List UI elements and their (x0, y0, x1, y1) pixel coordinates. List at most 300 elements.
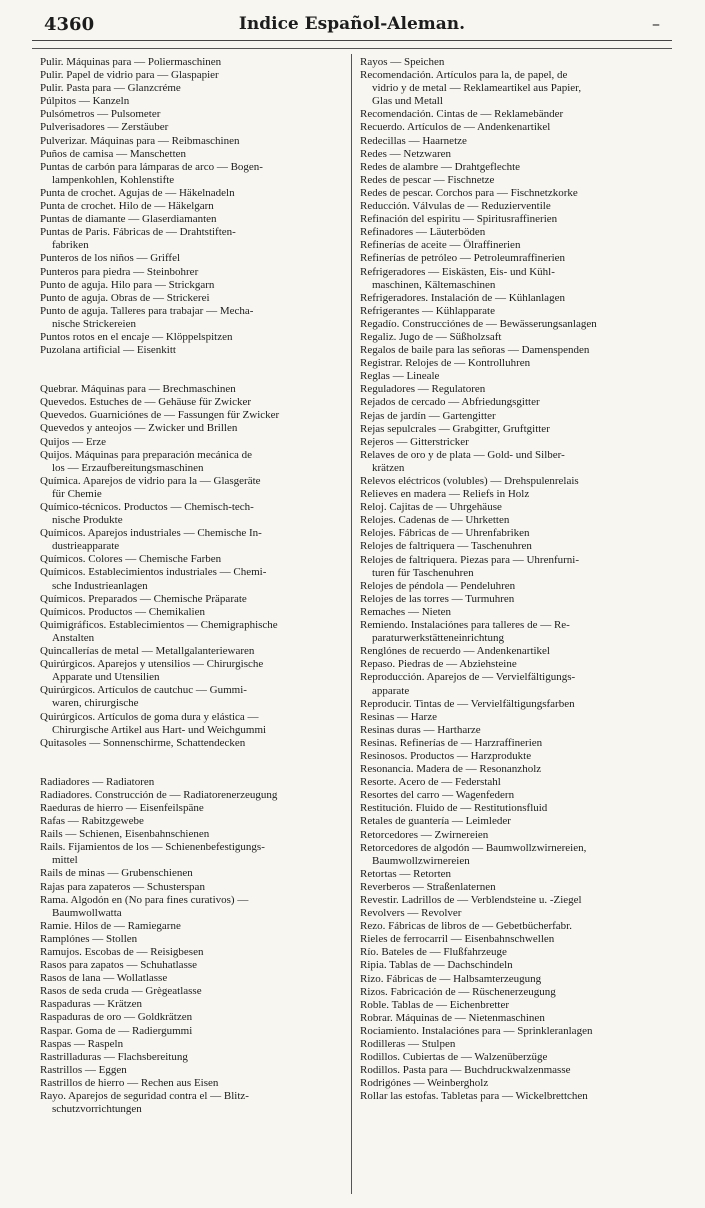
index-entry (360, 514, 666, 527)
index-entry (360, 724, 666, 737)
entry-text: Raspaduras de oro — Goldkrätzen (40, 1011, 193, 1024)
index-entry (360, 200, 666, 213)
entry-continuation: Baumwollwatta (52, 906, 122, 919)
entry-text: Reverberos — Straßenlaternen (360, 880, 496, 893)
index-entry (360, 410, 666, 423)
index-entry (360, 475, 666, 488)
index-entry (360, 986, 666, 999)
index-entry (360, 737, 666, 750)
page-number: 4360 (44, 14, 95, 35)
index-entry (40, 252, 344, 265)
entry-continuation: turen für Taschenuhren (372, 566, 474, 579)
index-entry (360, 396, 666, 409)
entry-text: Recomendación. Artículos para la, de papel, de (360, 69, 568, 82)
index-entry (40, 1064, 344, 1077)
entry-text: Rezo. Fábricas de libros de — Gebetbücherfabr. (360, 920, 572, 933)
entry-continuation: mittel (52, 854, 78, 867)
entry-text: Relojes. Cadenas de — Uhrketten (360, 514, 510, 527)
index-entry (360, 933, 666, 946)
index-entry (40, 161, 344, 187)
index-entry (40, 69, 344, 82)
entry-text: Pulir. Papel de vidrio para — Glaspapier (40, 69, 219, 82)
index-entry (360, 318, 666, 331)
entry-text: Raspar. Goma de — Radiergummi (40, 1024, 193, 1037)
entry-text: Rejas sepulcrales — Grabgitter, Gruftgitter (360, 422, 550, 435)
entry-continuation: apparate (372, 684, 410, 697)
entry-text: Puntos rotos en el encaje — Klöppelspitzen (40, 330, 233, 343)
index-entry (360, 292, 666, 305)
entry-text: Punteros para piedra — Steinbohrer (40, 265, 199, 278)
index-entry (40, 396, 344, 409)
entry-text: Rayo. Aparejos de seguridad contra el — Blitz- (40, 1090, 249, 1103)
entry-text: Regalos de baile para las señoras — Damenspenden (360, 344, 590, 357)
index-entry (360, 946, 666, 959)
entry-text: Puntas de carbón para lámparas de arco — Bogen- (40, 160, 263, 173)
index-entry (40, 305, 344, 331)
index-entry (360, 645, 666, 658)
index-entry (40, 422, 344, 435)
index-entry (40, 985, 344, 998)
entry-text: Rasos para zapatos — Schuhatlasse (40, 959, 198, 972)
index-entry (360, 213, 666, 226)
index-entry (40, 226, 344, 252)
entry-text: Ripia. Tablas de — Dachschindeln (360, 959, 513, 972)
index-entry (360, 802, 666, 815)
index-entry (360, 1064, 666, 1077)
index-entry (360, 658, 666, 671)
index-entry (360, 973, 666, 986)
entry-text: Relojes de faltriquera — Taschenuhren (360, 540, 532, 553)
entry-text: Quirúrgicos. Aparejos y utensilios — Chirurgische (40, 658, 264, 671)
entry-text: Refinerías de petróleo — Petroleumraffinerien (360, 252, 566, 265)
entry-text: Quevedos. Estuches de — Gehäuse für Zwicker (40, 396, 252, 409)
index-entry (40, 737, 344, 750)
index-entry (40, 684, 344, 710)
index-entry (360, 226, 666, 239)
index-entry (360, 868, 666, 881)
entry-continuation: für Chemie (52, 487, 102, 500)
entry-text: Resonancia. Madera de — Resonanzholz (360, 763, 542, 776)
entry-text: Químico-técnicos. Productos — Chemisch-tech- (40, 501, 254, 513)
entry-text: Retales de guantería — Leimleder (360, 815, 511, 828)
entry-text: Rastrilladuras — Flachsbereitung (40, 1050, 188, 1063)
index-entry (40, 998, 344, 1011)
entry-text: Recomendación. Cintas de — Reklamebänder (360, 108, 564, 121)
entry-text: Refrigerantes — Kühlapparate (360, 304, 495, 317)
entry-text: Roble. Tablas de — Eichenbretter (360, 998, 510, 1011)
entry-text: Rails — Schienen, Eisenbahnschienen (40, 828, 210, 841)
entry-text: Rejeros — Gitterstricker (360, 435, 469, 448)
index-entry (360, 750, 666, 763)
entry-text: Redes de pescar. Corchos para — Fischnetzkorke (360, 186, 578, 199)
section-gap (40, 750, 344, 776)
index-entry (360, 829, 666, 842)
entry-text: Punto de aguja. Obras de — Strickerei (40, 291, 210, 304)
entry-text: Resinas — Harze (360, 710, 437, 723)
index-entry (360, 252, 666, 265)
entry-text: Refrigeradores. Instalación de — Kühlanlagen (360, 291, 565, 304)
entry-text: Rizos. Fabricación de — Rüschenerzeugung (360, 985, 556, 998)
index-entry (360, 174, 666, 187)
index-entry (360, 56, 666, 69)
entry-text: Punta de crochet. Hilo de — Häkelgarn (40, 200, 214, 213)
index-entry (40, 1038, 344, 1051)
index-entry (360, 423, 666, 436)
entry-continuation: waren, chirurgische (52, 697, 139, 710)
entry-text: Rasos de lana — Wollatlasse (40, 972, 168, 985)
entry-text: Rajas para zapateros — Schusterspan (40, 880, 205, 893)
entry-text: Glas und Metall (372, 95, 443, 108)
entry-text: Raspas — Raspeln (40, 1037, 124, 1050)
entry-text: Punta de crochet. Agujas de — Häkelnadeln (40, 186, 235, 199)
entry-text: Rastrillos — Eggen (40, 1063, 127, 1076)
index-entry (360, 135, 666, 148)
entry-text: Recuerdo. Artículos de — Andenkenartikel (360, 121, 551, 134)
entry-text: Renglónes de recuerdo — Andenkenartikel (360, 645, 550, 658)
entry-text: Química. Aparejos de vidrio para la — Glasgeräte (40, 474, 261, 487)
index-entry (40, 593, 344, 606)
index-entry (40, 56, 344, 69)
index-entry (360, 488, 666, 501)
entry-text: Restitución. Fluido de — Restitutionsfluid (360, 802, 548, 815)
entry-text: Retorcedores — Zwirnereien (360, 828, 489, 841)
entry-text: Reproducción. Aparejos de — Vervielfältigungs- (360, 671, 576, 684)
index-entry (40, 881, 344, 894)
entry-text: Punteros de los niños — Griffel (40, 252, 181, 265)
index-entry (360, 239, 666, 252)
index-entry (360, 1077, 666, 1090)
index-entry (40, 920, 344, 933)
index-entry (360, 161, 666, 174)
index-entry (40, 658, 344, 684)
index-entry (40, 527, 344, 553)
entry-text: Redes — Netzwaren (360, 147, 452, 160)
index-entry (40, 959, 344, 972)
index-entry (40, 566, 344, 592)
index-entry (40, 344, 344, 357)
entry-text: Reguladores — Regulatoren (360, 383, 486, 396)
index-entry (40, 292, 344, 305)
entry-text: Rejas de jardín — Gartengitter (360, 409, 496, 422)
entry-text: Rociamiento. Instalaciónes para — Sprinkleranlagen (360, 1024, 593, 1037)
index-entry (360, 148, 666, 161)
entry-continuation: maschinen, Kältemaschinen (372, 278, 496, 291)
entry-text: Rayos — Speichen (360, 56, 445, 68)
entry-text: Relieves en madera — Reliefs in Holz (360, 488, 530, 501)
index-entry (40, 894, 344, 920)
index-entry (360, 606, 666, 619)
entry-text: Rejados de cercado — Abfriedungsgitter (360, 396, 540, 409)
entry-text: Químicos. Colores — Chemische Farben (40, 553, 222, 566)
index-entry (40, 789, 344, 802)
index-entry (360, 1051, 666, 1064)
entry-text: Químicos. Productos — Chemikalien (40, 605, 205, 618)
entry-text: Químicos. Establecimientos industriales — Chemi- (40, 566, 267, 579)
entry-continuation: schutzvorrichtungen (52, 1103, 142, 1116)
entry-text: Rodillos. Pasta para — Buchdruckwalzenmasse (360, 1064, 571, 1077)
index-entry (360, 920, 666, 933)
index-entry (360, 671, 666, 697)
index-entry (360, 344, 666, 357)
index-entry (360, 108, 666, 121)
index-entry (40, 606, 344, 619)
index-entry (360, 593, 666, 606)
entry-text: Rieles de ferrocarril — Eisenbahnschwellen (360, 933, 555, 946)
entry-text: Resinas duras — Hartharze (360, 723, 481, 736)
index-entry (40, 972, 344, 985)
index-entry (40, 815, 344, 828)
entry-text: Rollar las estofas. Tabletas para — Wickelbrettchen (360, 1090, 588, 1103)
index-entry (360, 763, 666, 776)
index-entry (360, 1038, 666, 1051)
entry-text: Quirúrgicos. Artículos de cautchuc — Gummi- (40, 684, 247, 697)
entry-text: Quijos — Erze (40, 435, 106, 448)
entry-continuation: sche Industrieanlagen (52, 579, 148, 592)
index-entry (360, 907, 666, 920)
index-entry (360, 1090, 666, 1103)
index-entry (360, 580, 666, 593)
entry-text: Raeduras de hierro — Eisenfeilspäne (40, 801, 204, 814)
index-entry (360, 370, 666, 383)
entry-text: Quirúrgicos. Artículos de goma dura y elástica — (40, 710, 259, 723)
column-divider (351, 54, 352, 1194)
index-entry (360, 619, 666, 645)
entry-continuation: nische Produkte (52, 514, 123, 527)
index-entry (40, 1011, 344, 1024)
index-entry (360, 789, 666, 802)
index-entry (40, 1025, 344, 1038)
entry-text: Ramie. Hilos de — Ramiegarne (40, 919, 181, 932)
entry-text: Pulverizar. Máquinas para — Reibmaschinen (40, 134, 240, 147)
entry-text: Rizo. Fábricas de — Halbsamterzeugung (360, 972, 542, 985)
entry-text: Resortes del carro — Wagenfedern (360, 789, 515, 802)
entry-text: Púlpitos — Kanzeln (40, 95, 130, 108)
entry-continuation: lampenkohlen, Kohlenstifte (52, 173, 175, 186)
entry-text: Relojes de faltriquera. Piezas para — Uhrenfurni- (360, 553, 579, 566)
entry-continuation: Apparate und Utensilien (52, 671, 160, 684)
entry-continuation: krätzen (372, 461, 405, 474)
entry-text: Puños de camisa — Manschetten (40, 147, 187, 160)
index-entry (40, 148, 344, 161)
entry-text: Rails. Fijamientos de los — Schienenbefestigungs- (40, 841, 265, 854)
entry-text: Retorcedores de algodón — Baumwollzwirnereien, (360, 841, 587, 854)
index-entry (360, 69, 666, 95)
entry-text: Refinadores — Läuterböden (360, 226, 486, 239)
entry-text: Químicos. Aparejos industriales — Chemische In- (40, 527, 262, 540)
entry-text: Rafas — Rabitzgewebe (40, 815, 144, 828)
index-entry (360, 121, 666, 134)
index-entry (40, 711, 344, 737)
entry-text: Relevos eléctricos (volubles) — Drehspulenrelais (360, 475, 579, 487)
left-column (40, 56, 344, 1196)
entry-text: Quitasoles — Sonnenschirme, Schattendecken (40, 736, 246, 749)
entry-text: Pulir. Pasta para — Glanzcréme (40, 82, 181, 95)
entry-text: Remaches — Nieten (360, 605, 452, 618)
entry-text: Robrar. Máquinas de — Nietenmaschinen (360, 1011, 545, 1024)
entry-continuation: Anstalten (52, 631, 95, 644)
entry-text: Rama. Algodón en (No para fines curativos) — (40, 893, 249, 906)
entry-text: Ramplónes — Stollen (40, 932, 138, 945)
entry-text: Rodillos. Cubiertas de — Walzenüberzüge (360, 1051, 548, 1064)
entry-text: Quebrar. Máquinas para — Brechmaschinen (40, 383, 236, 396)
index-entry (40, 449, 344, 475)
entry-text: Quevedos. Guarniciónes de — Fassungen für Zwicker (40, 409, 280, 422)
entry-text: Relojes de péndola — Pendeluhren (360, 579, 516, 592)
index-entry (40, 867, 344, 880)
entry-text: Regadío. Construcciónes de — Bewässerungsanlagen (360, 317, 597, 330)
index-entry (40, 828, 344, 841)
section-gap (40, 357, 344, 383)
index-entry (40, 1090, 344, 1116)
entry-continuation: vidrio y de metal — Reklameartikel aus Papier, (372, 82, 582, 95)
entry-text: Radiadores. Construcción de — Radiatorenerzeugung (40, 788, 278, 801)
entry-continuation: Baumwollzwirnereien (372, 854, 470, 867)
entry-text: Revestir. Ladrillos de — Verblendsteine u. -Ziegel (360, 894, 582, 906)
index-entry (360, 501, 666, 514)
entry-text: Relojes. Fábricas de — Uhrenfabriken (360, 527, 530, 540)
entry-text: Quevedos y anteojos — Zwicker und Brillen (40, 422, 238, 435)
entry-text: Quincallerías de metal — Metallgalanteriewaren (40, 645, 255, 658)
entry-text: Revolvers — Revolver (360, 907, 462, 920)
entry-text: Punto de aguja. Hilo para — Strickgarn (40, 278, 215, 291)
index-entry (360, 383, 666, 396)
entry-text: Pulverisadores — Zerstäuber (40, 121, 169, 134)
index-entry (40, 553, 344, 566)
index-entry (40, 82, 344, 95)
index-entry (40, 619, 344, 645)
entry-text: Redecillas — Haarnetze (360, 134, 467, 147)
entry-text: Puntas de diamante — Glaserdiamanten (40, 213, 217, 226)
index-entry (40, 187, 344, 200)
index-entry (360, 540, 666, 553)
entry-text: Regaliz. Jugo de — Süßholzsaft (360, 330, 502, 343)
index-entry (360, 527, 666, 540)
entry-continuation: nische Strickereien (52, 317, 136, 330)
page-header (32, 10, 672, 41)
index-entry (360, 449, 666, 475)
header-dash: – (652, 14, 660, 33)
index-entry (40, 200, 344, 213)
page-title: Indice Español-Aleman. (238, 14, 466, 34)
entry-continuation: Chirurgische Artikel aus Hart- und Weichgummi (52, 723, 267, 736)
entry-text: Resinosos. Productos — Harzprodukte (360, 749, 532, 762)
entry-text: Refrigeradores — Eiskästen, Eis- und Kühl- (360, 265, 555, 278)
index-entry (40, 383, 344, 396)
index-entry (360, 554, 666, 580)
entry-text: Quijos. Máquinas para preparación mecánica de (40, 448, 252, 461)
entry-text: Puntas de Paris. Fábricas de — Drahtstiften- (40, 226, 236, 239)
entry-text: Reducción. Válvulas de — Reduzierventile (360, 200, 551, 213)
index-entry (360, 698, 666, 711)
index-entry (360, 881, 666, 894)
entry-continuation: los — Erzaufbereitungsmaschinen (52, 461, 204, 474)
index-entry (40, 266, 344, 279)
entry-continuation: fabriken (52, 239, 89, 252)
entry-text: Radiadores — Radiatoren (40, 775, 155, 788)
index-entry (360, 711, 666, 724)
entry-text: Raspaduras — Krätzen (40, 998, 143, 1011)
index-entry (40, 802, 344, 815)
index-entry (40, 121, 344, 134)
right-column (360, 56, 666, 1196)
index-entry (360, 187, 666, 200)
entry-continuation: dustrieapparate (52, 540, 120, 553)
entry-text: Redes de pescar — Fischnetze (360, 173, 495, 186)
index-entry (40, 933, 344, 946)
entry-text: Refinación del espiritu — Spiritusraffinerien (360, 213, 558, 226)
entry-text: Quimigráficos. Establecimientos — Chemigraphische (40, 618, 278, 631)
index-entry (360, 1025, 666, 1038)
index-entry (40, 501, 344, 527)
index-entry (40, 1051, 344, 1064)
entry-continuation: paraturwerkstätteneinrichtung (372, 632, 504, 645)
entry-text: Rastrillos de hierro — Rechen aus Eisen (40, 1076, 219, 1089)
entry-text: Punto de aguja. Talleres para trabajar — Mecha- (40, 304, 254, 317)
index-entry (360, 357, 666, 370)
index-entry (40, 776, 344, 789)
index-entry (40, 409, 344, 422)
index-entry (360, 959, 666, 972)
entry-text: Resinas. Refinerías de — Harzraffinerien (360, 736, 543, 749)
entry-text: Remiendo. Instalaciónes para talleres de — Re- (360, 619, 570, 632)
index-entry (40, 135, 344, 148)
entry-text: Reloj. Cajitas de — Uhrgehäuse (360, 501, 502, 514)
entry-text: Retortas — Retorten (360, 867, 452, 880)
entry-text: Resorte. Acero de — Federstahl (360, 776, 501, 789)
index-entry (360, 894, 666, 907)
entry-text: Químicos. Preparados — Chemische Präparate (40, 592, 247, 605)
index-entry (360, 999, 666, 1012)
index-entry (360, 331, 666, 344)
index-entry (40, 108, 344, 121)
index-entry (360, 1012, 666, 1025)
entry-text: Reglas — Lineale (360, 370, 440, 383)
entry-text: Rodrigónes — Weinbergholz (360, 1077, 489, 1090)
entry-text: Relaves de oro y de plata — Gold- und Silber- (360, 448, 565, 461)
entry-text: Pulsómetros — Pulsometer (40, 108, 161, 121)
index-entry (40, 95, 344, 108)
index-entry (40, 279, 344, 292)
index-entry (40, 1077, 344, 1090)
top-rule (32, 48, 672, 49)
entry-text: Refinerías de aceite — Ölraffinerien (360, 239, 521, 252)
index-entry (360, 436, 666, 449)
entry-text: Redes de alambre — Drahtgeflechte (360, 160, 521, 173)
index-entry (360, 266, 666, 292)
index-entry (360, 776, 666, 789)
index-entry (360, 305, 666, 318)
entry-text: Ramujos. Escobas de — Reisigbesen (40, 946, 204, 958)
entry-text: Reproducir. Tintas de — Vervielfältigungsfarben (360, 697, 575, 710)
index-entry (40, 645, 344, 658)
entry-text: Repaso. Piedras de — Abziehsteine (360, 658, 517, 671)
entry-text: Rasos de seda cruda — Grègeatlasse (40, 985, 202, 998)
index-entry (40, 475, 344, 501)
entry-text: Puzolana artificial — Eisenkitt (40, 344, 176, 357)
entry-text: Pulir. Máquinas para — Poliermaschinen (40, 56, 222, 68)
index-entry (40, 331, 344, 344)
entry-text: Registrar. Relojes de — Kontrolluhren (360, 357, 531, 370)
entry-text: Rails de minas — Grubenschienen (40, 867, 193, 880)
index-entry (40, 436, 344, 449)
index-entry (360, 815, 666, 828)
entry-text: Relojes de las torres — Turmuhren (360, 592, 515, 605)
entry-text: Rodilleras — Stulpen (360, 1038, 456, 1051)
index-entry (360, 95, 666, 108)
index-entry (360, 842, 666, 868)
index-entry (40, 213, 344, 226)
index-entry (40, 946, 344, 959)
